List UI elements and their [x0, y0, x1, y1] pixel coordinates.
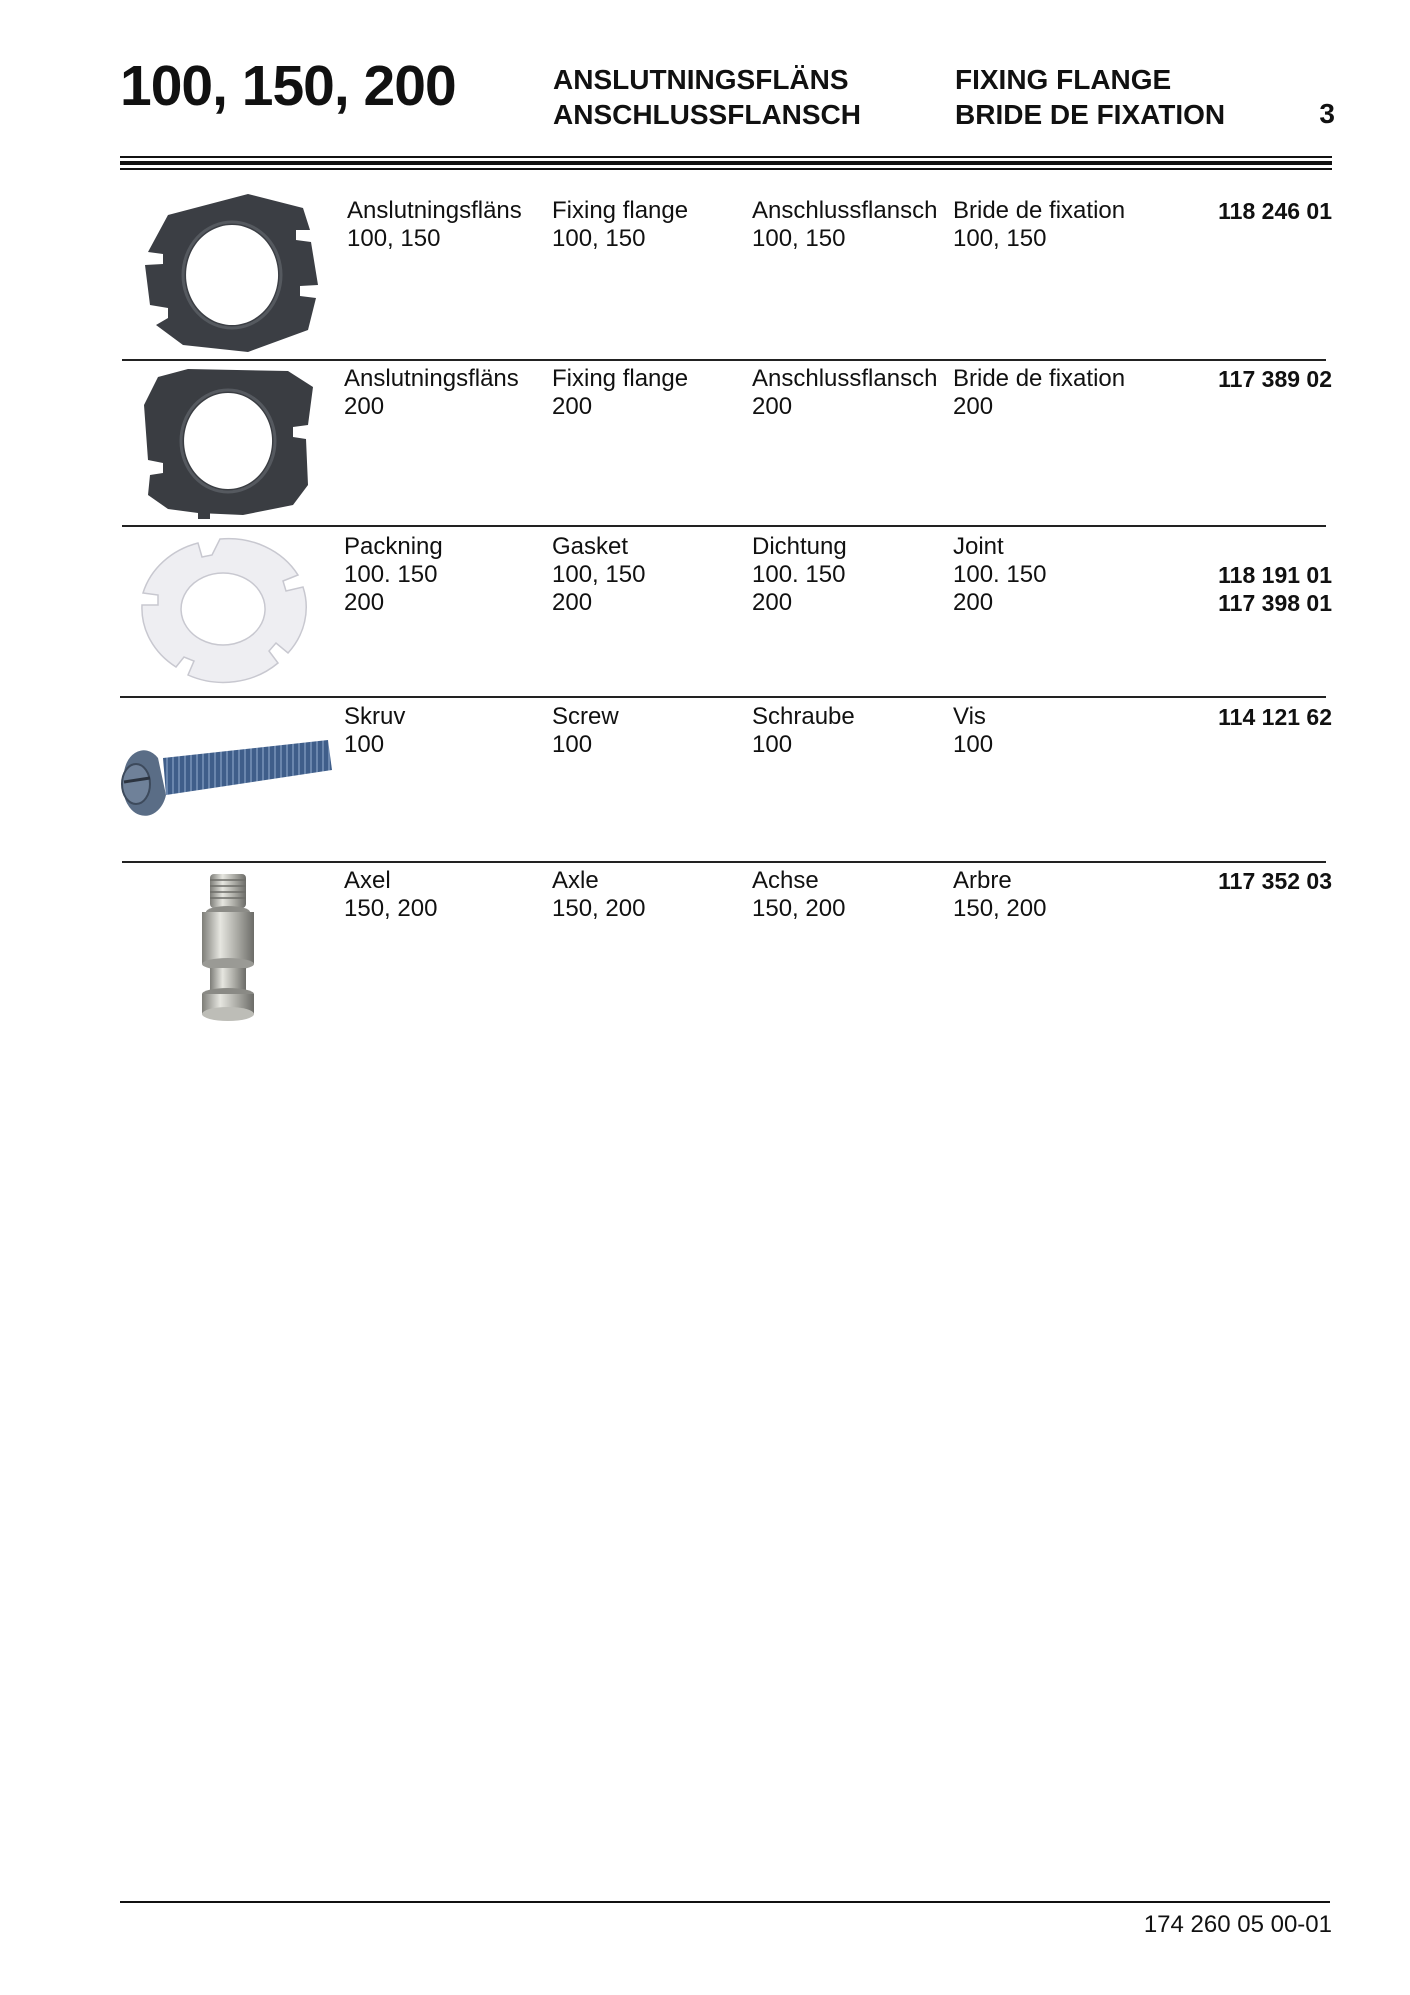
desc-en: Axle	[552, 867, 599, 894]
model-fr: 200	[953, 393, 994, 420]
model-fr: 200	[953, 589, 994, 616]
row-divider	[120, 696, 1326, 698]
desc-fr: Bride de fixation	[953, 365, 1126, 392]
model-sv: 200	[344, 393, 385, 420]
desc-fr: Joint	[953, 533, 1004, 560]
model-sv: 150, 200	[344, 895, 438, 922]
desc-de: Anschlussflansch	[752, 365, 938, 392]
model-fr: 100, 150	[953, 225, 1047, 252]
desc-de: Anschlussflansch	[752, 197, 938, 224]
model-sv: 200	[344, 589, 385, 616]
footer-rule	[120, 1901, 1330, 1903]
desc-sv: Anslutningsfläns	[344, 365, 519, 392]
part-number: 114 121 62	[1218, 704, 1332, 730]
model-fr: 100	[953, 731, 994, 758]
model-de: 150, 200	[752, 895, 846, 922]
dark-square-flange-icon	[128, 365, 338, 520]
document-number: 174 260 05 00-01	[1143, 1911, 1332, 1938]
model-en: 200	[552, 589, 593, 616]
white-gasket-icon	[128, 535, 338, 685]
model-fr: 100. 150	[953, 561, 1047, 588]
desc-sv: Packning	[344, 533, 443, 560]
model-de: 100. 150	[752, 561, 846, 588]
desc-fr: Arbre	[953, 867, 1012, 894]
row-divider	[122, 525, 1326, 527]
part-number: 117 398 01	[1218, 590, 1332, 616]
part-number: 118 246 01	[1218, 198, 1332, 224]
model-de: 200	[752, 393, 793, 420]
model-sv: 100, 150	[347, 225, 441, 252]
desc-de: Achse	[752, 867, 819, 894]
header-rule-2	[120, 161, 1332, 165]
model-de: 100, 150	[752, 225, 846, 252]
title-english: FIXING FLANGE	[955, 64, 1172, 95]
desc-fr: Vis	[953, 703, 986, 730]
desc-en: Gasket	[552, 533, 629, 560]
header-title-sv-de	[553, 62, 861, 132]
model-sv: 100. 150	[344, 561, 438, 588]
model-sv: 100	[344, 731, 385, 758]
model-en: 200	[552, 393, 593, 420]
page-number: 3	[1319, 98, 1335, 129]
axle-icon	[180, 870, 280, 1026]
desc-de: Schraube	[752, 703, 855, 730]
model-en: 150, 200	[552, 895, 646, 922]
part-number: 117 352 03	[1218, 868, 1332, 894]
model-de: 100	[752, 731, 793, 758]
part-number: 117 389 02	[1218, 366, 1332, 392]
title-german: ANSCHLUSSFLANSCH	[553, 99, 861, 130]
header-title-en-fr	[955, 62, 1225, 132]
dark-round-flange-icon	[128, 190, 338, 355]
desc-en: Screw	[552, 703, 619, 730]
model-en: 100, 150	[552, 225, 646, 252]
desc-sv: Anslutningsfläns	[347, 197, 522, 224]
desc-de: Dichtung	[752, 533, 847, 560]
row-divider	[122, 861, 1326, 863]
desc-sv: Axel	[344, 867, 391, 894]
model-en: 100	[552, 731, 593, 758]
model-de: 200	[752, 589, 793, 616]
row-divider	[122, 359, 1326, 361]
title-french: BRIDE DE FIXATION	[955, 99, 1226, 130]
desc-fr: Bride de fixation	[953, 197, 1126, 224]
title-swedish: ANSLUTNINGSFLÄNS	[553, 64, 849, 95]
part-number: 118 191 01	[1218, 562, 1332, 588]
desc-en: Fixing flange	[552, 197, 689, 224]
model-fr: 150, 200	[953, 895, 1047, 922]
header-rule-1	[120, 156, 1332, 158]
desc-sv: Skruv	[344, 703, 406, 730]
page-title-models: 100, 150, 200	[120, 54, 456, 118]
desc-en: Fixing flange	[552, 365, 689, 392]
model-en: 100, 150	[552, 561, 646, 588]
header-rule-3	[120, 168, 1332, 170]
screw-icon	[118, 730, 338, 830]
